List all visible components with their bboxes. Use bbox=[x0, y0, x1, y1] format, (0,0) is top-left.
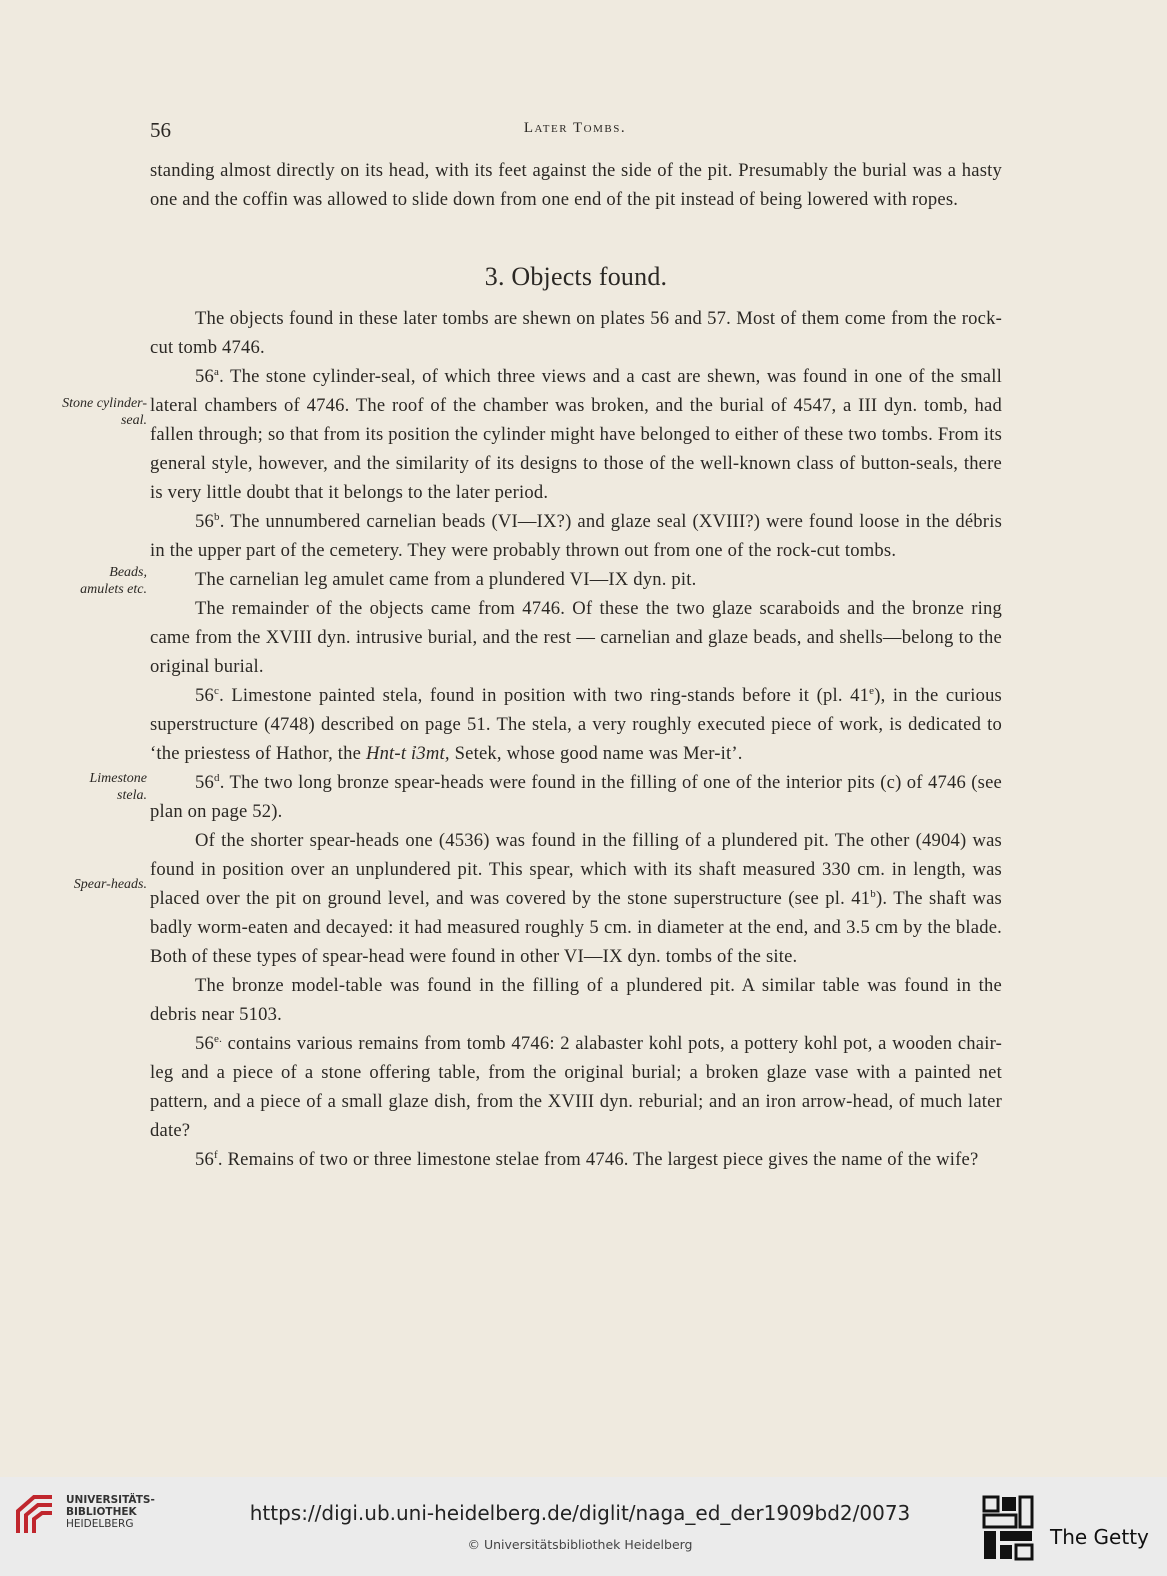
running-title: Later Tombs. bbox=[523, 120, 627, 136]
sidenote-beads-amulets bbox=[27, 564, 147, 598]
plate-ref: 56 bbox=[195, 1033, 214, 1054]
getty-name[interactable]: The Getty bbox=[1050, 1525, 1149, 1549]
paragraph bbox=[150, 768, 1002, 826]
paragraph-text: ), in the curious superstructure (4748) described on page 51. The stela, a very roughly executed piece of work, is dedicated to ‘the priestess of Hathor, the bbox=[150, 685, 1002, 764]
running-header bbox=[150, 118, 1000, 146]
plate-ref: 56 bbox=[195, 685, 214, 706]
paragraph-text: . The unnumbered carnelian beads (VI—IX?) and glaze seal (XVIII?) were found loose in the débris in the upper part of the cemetery. They were probably thrown out from one of the rock-cut tombs. bbox=[150, 511, 1002, 561]
paragraph-text: Setek, whose good name was Mer-it’. bbox=[449, 743, 743, 764]
body-text bbox=[150, 156, 1002, 1174]
section-heading: 3. Objects found. bbox=[484, 262, 668, 291]
plate-ref: 56 bbox=[195, 772, 214, 793]
sidenote-line: amulets etc. bbox=[80, 582, 147, 597]
sidenote-line: Limestone bbox=[89, 771, 147, 786]
egyptian-title: Hnt-t ỉ3mt, bbox=[365, 743, 450, 764]
copyright-notice: © Universitätsbibliothek Heidelberg bbox=[467, 1537, 693, 1552]
paragraph bbox=[150, 1145, 1002, 1174]
paragraph-text: ). The shaft was badly worm-eaten and decayed: it had measured roughly 5 cm. in diameter at the end, and 3.5 cm by the blade. Both of these types of spear-head were found in other VI—IX dyn. tombs of the site. bbox=[150, 888, 1002, 967]
plate-ref-sup: b bbox=[214, 510, 220, 523]
paragraph bbox=[150, 681, 1002, 768]
paragraph-text: . Limestone painted stela, found in position with two ring-stands before it (pl. 41 bbox=[219, 685, 870, 706]
plate-ref-sup: e. bbox=[214, 1032, 223, 1045]
viewer-footer bbox=[0, 1477, 1167, 1576]
plate-ref: 56 bbox=[195, 511, 214, 532]
getty-logo-icon[interactable] bbox=[980, 1493, 1036, 1563]
page-number: 56 bbox=[150, 118, 171, 142]
permalink-url[interactable]: https://digi.ub.uni-heidelberg.de/diglit/naga_ed_der1909bd2/0073 bbox=[249, 1501, 911, 1525]
plate-ref-sup: f bbox=[214, 1148, 218, 1161]
library-name-line: HEIDELBERG bbox=[66, 1518, 134, 1530]
paragraph: The remainder of the objects came from 4746. Of these the two glaze scaraboids and the bronze ring came from the XVIII dyn. intrusive burial, and the rest — carnelian and glaze beads, and shells—belong to the original burial. bbox=[150, 598, 1002, 677]
paragraph: The bronze model-table was found in the filling of a plundered pit. A similar table was found in the debris near 5103. bbox=[150, 975, 1002, 1025]
sidenote-limestone-stela bbox=[27, 770, 147, 804]
paragraph bbox=[150, 507, 1002, 565]
sidenote-spear-heads bbox=[27, 876, 147, 893]
university-library-name[interactable] bbox=[66, 1494, 155, 1530]
paragraph bbox=[150, 362, 1002, 507]
plate-ref: 56 bbox=[195, 366, 214, 387]
sidenote-line: Stone cylinder- bbox=[62, 396, 147, 411]
plate-ref-sup: b bbox=[870, 887, 876, 900]
paragraph: standing almost directly on its head, with its feet against the side of the pit. Presumably the burial was a hasty one and the coffin was allowed to slide down from one end of the pit instead of being lowered with ropes. bbox=[150, 160, 1002, 210]
paragraph: The objects found in these later tombs are shewn on plates 56 and 57. Most of them come from the rock-cut tomb 4746. bbox=[150, 308, 1002, 358]
paragraph-text: contains various remains from tomb 4746: 2 alabaster kohl pots, a pottery kohl pot, a wooden chair-leg and a piece of a stone offering table, from the original burial; a broken glaze vase with a painted net pattern, and a piece of a small glaze dish, from the XVIII dyn. reburial; and an iron arrow-head, of much later date? bbox=[150, 1033, 1002, 1141]
plate-ref-sup: d bbox=[214, 771, 220, 784]
sidenote-line: seal. bbox=[120, 413, 147, 428]
plate-ref-sup: e bbox=[869, 684, 875, 697]
paragraph-text: . Remains of two or three limestone stelae from 4746. The largest piece gives the name of the wife? bbox=[217, 1149, 979, 1170]
plate-ref-sup: a bbox=[214, 365, 220, 378]
paragraph-text: . The stone cylinder-seal, of which three views and a cast are shewn, was found in one of the small lateral chambers of 4746. The roof of the chamber was broken, and the burial of 4547, a III dyn. tomb, had fallen through; so that from its position the cylinder might have belonged to either of these two tombs. From its general style, however, and the similarity of its designs to those of the well-known class of button-seals, there is very little doubt that it belongs to the later period. bbox=[150, 366, 1002, 503]
plate-ref-sup: c bbox=[214, 684, 220, 697]
plate-ref: 56 bbox=[195, 1149, 214, 1170]
sidenote-stone-cylinder-seal bbox=[27, 395, 147, 429]
library-name-line: BIBLIOTHEK bbox=[66, 1506, 137, 1518]
sidenote-line: Spear-heads. bbox=[73, 877, 147, 892]
paragraph-text: Of the shorter spear-heads one (4536) was found in the filling of a plundered pit. The other (4904) was found in position over an unplundered pit. This spear, which with its shaft measured 330 cm. in length, was placed over the pit on ground level, and was covered by the stone superstructure (see pl. 41 bbox=[150, 830, 1002, 909]
paragraph bbox=[150, 1029, 1002, 1145]
paragraph: The carnelian leg amulet came from a plundered VI—IX dyn. pit. bbox=[195, 569, 697, 590]
university-library-logo-icon[interactable] bbox=[14, 1493, 56, 1537]
paragraph-text: . The two long bronze spear-heads were found in the filling of one of the interior pits (c) of 4746 (see plan on page 52). bbox=[150, 772, 1002, 822]
sidenote-line: stela. bbox=[117, 788, 147, 803]
paragraph bbox=[150, 826, 1002, 971]
library-name-line: UNIVERSITÄTS- bbox=[66, 1494, 155, 1506]
sidenote-line: Beads, bbox=[109, 565, 147, 580]
